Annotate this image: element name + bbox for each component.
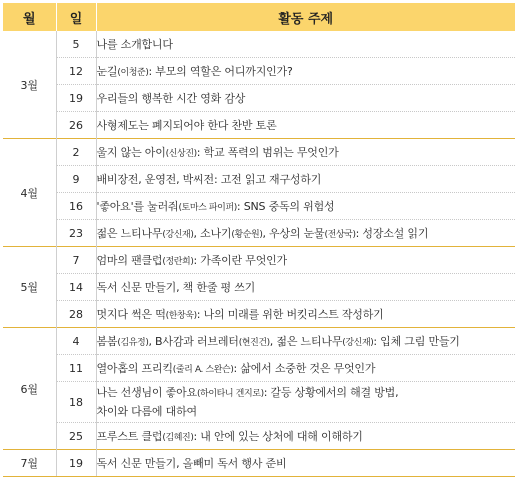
author-note: (김혜진) (162, 433, 194, 443)
table-row (3, 166, 515, 193)
author-note: (정란희) (162, 257, 194, 267)
day-cell: 25 (56, 423, 96, 450)
topic-text: 엄마의 팬클럽 (96, 254, 163, 267)
header-row (3, 3, 515, 31)
day-cell: 23 (56, 220, 96, 247)
topic-text: 멋지다 썩은 떡 (96, 308, 166, 321)
topic-cell (96, 31, 515, 58)
topic-text: 나를 소개합니다 (96, 38, 173, 51)
topic-text: : 나의 미래를 위한 버킷리스트 작성하기 (196, 308, 384, 321)
topic-text: 나는 선생님이 좋아요 (96, 386, 197, 399)
topic-text: 독서 신문 만들기, 책 한줄 평 쓰기 (96, 281, 256, 294)
table-row (3, 328, 515, 355)
topic-text: '좋아요'를 눌러줘 (96, 200, 179, 213)
header-topic: 활동 주제 (96, 3, 515, 31)
topic-text: : 내 안에 있는 상처에 대해 이해하기 (193, 430, 363, 443)
author-note: (이청준) (117, 68, 149, 78)
topic-cell (96, 139, 515, 166)
topic-cell (96, 274, 515, 301)
topic-cell (96, 328, 515, 355)
topic-text: : 부모의 역할은 어디까지인가? (148, 65, 293, 78)
topic-cell (96, 166, 515, 193)
author-note: (줄리 A. 스완슨) (172, 365, 234, 375)
day-cell: 16 (56, 193, 96, 220)
day-cell: 18 (56, 382, 96, 423)
table-row (3, 301, 515, 328)
topic-cell (96, 112, 515, 139)
day-cell: 9 (56, 166, 96, 193)
topic-text: 눈길 (96, 65, 118, 78)
topic-text: : 가족이란 무엇인가 (193, 254, 287, 267)
topic-text: 우리들의 행복한 시간 영화 감상 (96, 92, 246, 105)
topic-text: : SNS 중독의 위험성 (236, 200, 335, 213)
day-cell: 12 (56, 58, 96, 85)
table-row (3, 274, 515, 301)
topic-cell (96, 220, 515, 247)
author-note: (황순원) (231, 230, 263, 240)
topic-cell (96, 382, 515, 423)
day-cell: 14 (56, 274, 96, 301)
month-cell: 7월 (3, 450, 56, 477)
table-row (3, 193, 515, 220)
author-note: (토마스 파이퍼) (178, 203, 237, 213)
topic-cell (96, 450, 515, 477)
topic-cell (96, 247, 515, 274)
header-day: 일 (56, 3, 96, 31)
table-row (3, 112, 515, 139)
topic-text: 사형제도는 폐지되어야 한다 찬반 토론 (96, 119, 277, 132)
author-note: (강신재) (162, 230, 194, 240)
topic-cell (96, 423, 515, 450)
topic-cell (96, 355, 515, 382)
day-cell: 2 (56, 139, 96, 166)
month-cell: 5월 (3, 247, 56, 328)
day-cell: 19 (56, 85, 96, 112)
author-note: (현진건) (238, 338, 270, 348)
table-row (3, 355, 515, 382)
header-month: 월 (3, 3, 56, 31)
month-cell: 6월 (3, 328, 56, 450)
day-cell: 4 (56, 328, 96, 355)
topic-text: 열아홉의 프리킥 (96, 362, 173, 375)
topic-text: 독서 신문 만들기, 올빼미 독서 행사 준비 (96, 457, 287, 470)
author-note: (신상진) (165, 149, 197, 159)
topic-text-line2: 차이와 다름에 대하여 (96, 405, 197, 418)
topic-cell (96, 301, 515, 328)
month-cell: 4월 (3, 139, 56, 247)
table-row (3, 247, 515, 274)
topic-text: 배비장전, 운영전, 박씨전: 고전 읽고 재구성하기 (96, 173, 322, 186)
topic-text: : 입체 그림 만들기 (373, 335, 460, 348)
day-cell: 28 (56, 301, 96, 328)
topic-text: , B사감과 러브레터 (148, 335, 239, 348)
author-note: (하이타니 겐지로) (196, 389, 264, 399)
table-row (3, 382, 515, 423)
topic-text: : 성장소설 읽기 (355, 227, 429, 240)
day-cell: 7 (56, 247, 96, 274)
author-note: (김유정) (117, 338, 149, 348)
author-note: (한창욱) (165, 311, 197, 321)
topic-cell (96, 85, 515, 112)
table-row (3, 58, 515, 85)
table-row (3, 423, 515, 450)
table-row (3, 220, 515, 247)
activity-schedule-table (3, 3, 515, 477)
topic-text: : 학교 폭력의 범위는 무엇인가 (196, 146, 339, 159)
topic-text: , 우상의 눈물 (262, 227, 325, 240)
topic-text: : 갈등 상황에서의 해결 방법, (263, 386, 399, 399)
table-row (3, 139, 515, 166)
topic-text: , 젊은 느티나무 (269, 335, 343, 348)
topic-text: : 삶에서 소중한 것은 무엇인가 (233, 362, 376, 375)
topic-cell (96, 193, 515, 220)
topic-text: 젊은 느티나무 (96, 227, 163, 240)
table-row (3, 31, 515, 58)
topic-text: 봄봄 (96, 335, 118, 348)
day-cell: 11 (56, 355, 96, 382)
table-row (3, 450, 515, 477)
topic-text: , 소나기 (193, 227, 232, 240)
topic-cell (96, 58, 515, 85)
day-cell: 26 (56, 112, 96, 139)
topic-text: 울지 않는 아이 (96, 146, 166, 159)
author-note: (강신재) (342, 338, 374, 348)
day-cell: 19 (56, 450, 96, 477)
month-cell: 3월 (3, 31, 56, 139)
author-note: (전상국) (324, 230, 356, 240)
table-row (3, 85, 515, 112)
day-cell: 5 (56, 31, 96, 58)
topic-text: 프루스트 클럽 (96, 430, 163, 443)
schedule-body (3, 31, 515, 477)
